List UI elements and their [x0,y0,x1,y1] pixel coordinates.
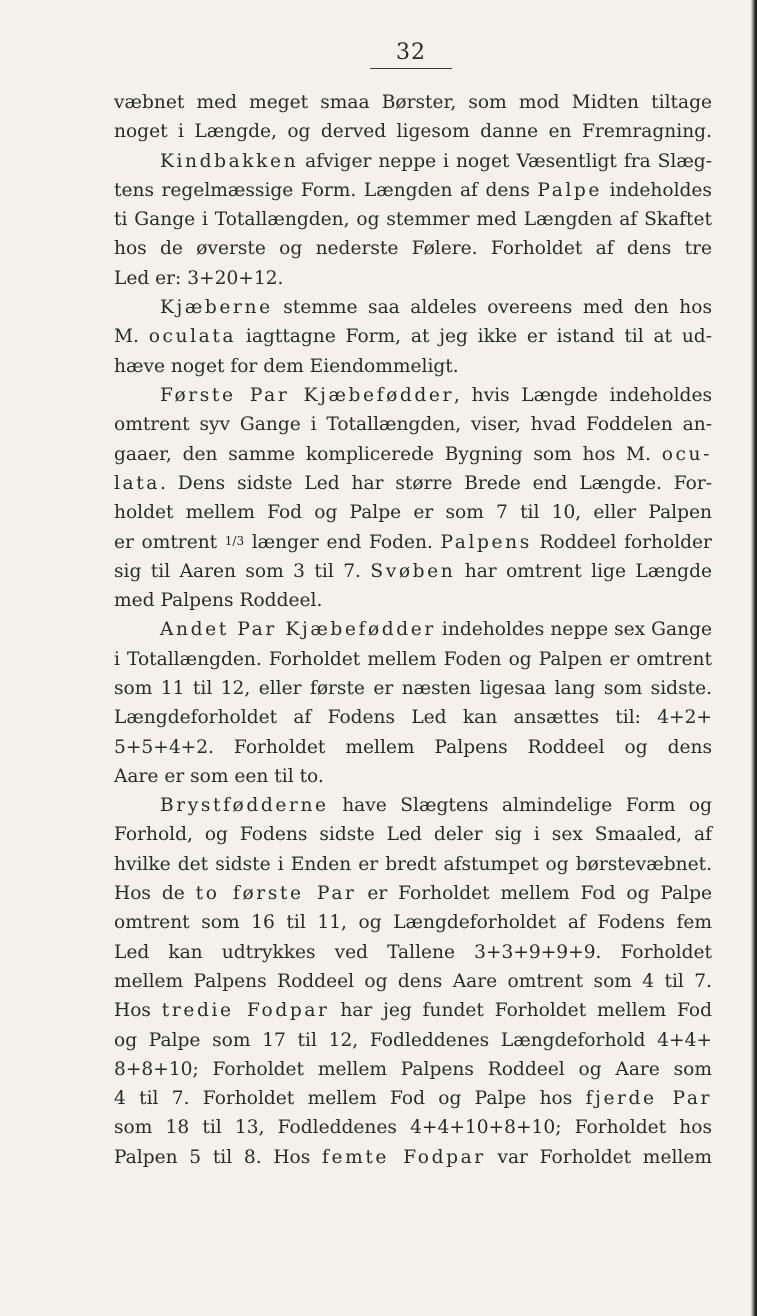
text-fragment: sig til Aaren som 3 til 7. [114,560,361,582]
term-palpe: Palpe [537,179,603,201]
text-line: som 11 til 12, eller første er næsten ligesaa lang som sidste. [114,677,712,699]
text-fragment: M. [114,326,139,348]
text-line: hos de øverste og nederste Følere. Forholdet af dens tre [114,238,712,260]
term-svoben: Svøben [370,560,456,582]
text-fragment: længer end Foden. [251,532,433,554]
text-fragment: Hos de [114,883,185,905]
text-line [114,176,712,205]
text-line: væbnet med meget smaa Børster, som mod Midten tiltage [114,92,712,113]
term-femte-fodpar: femte Fodpar [322,1146,486,1168]
text-line: ti Gange i Totallængden, og stemmer med Længden af Skaftet [114,209,712,231]
text-line: i Totallængden. Forholdet mellem Foden og Palpen er omtrent [114,648,712,670]
text-fragment: gaaer, den samme komplicerede Bygning som hos M. [114,443,651,465]
text-fragment: har omtrent lige Længde [464,560,712,582]
fraction: 1/3 [224,534,245,549]
text-fragment: indeholdes [609,179,712,201]
term-andet-par: Andet Par Kjæbefødder [160,619,436,641]
text-line [114,557,712,586]
text-fragment: indeholdes neppe sex Gange [441,619,713,641]
text-line: og Palpe som 17 til 12, Fodleddenes Længdeforhold 4+4+ [114,1029,712,1051]
text-fragment: Palpen 5 til 8. Hos [114,1146,311,1168]
text-line: lata. Dens sidste Led har større Brede end Længde. For- [114,472,712,494]
text-line: Længdeforholdet af Fodens Led kan ansættes til: 4+2+ [114,707,712,729]
text-fragment: tens regelmæssige Form. Længden af dens [114,179,530,201]
term-brystfodderne: Brystfødderne [160,795,329,817]
text-line: omtrent som 16 til 11, og Længdeforholdet af Fodens fem [114,912,712,934]
text-line [114,440,712,469]
text-line: 5+5+4+2. Forholdet mellem Palpens Roddeel og dens [114,736,712,758]
text-line [114,1143,712,1172]
text-line [114,879,712,908]
text-line: Led er: 3+20+12. [114,267,284,289]
text-fragment: Hos [114,1000,151,1022]
page-number-rule [370,68,452,69]
text-line: noget i Længde, og derved ligesom danne en Fremragning. [114,121,712,143]
text-line [114,293,712,322]
text-fragment: iagttagne Form, at jeg ikke er istand til at ud- [245,326,712,348]
text-line: som 18 til 13, Fodleddenes 4+4+10+8+10; Forholdet hos [114,1117,712,1139]
text-line [114,147,712,176]
text-line [114,527,712,556]
body-text [114,88,712,1172]
text-line: Forhold, og Fodens sidste Led deler sig i sex Smaaled, af [114,824,712,846]
term-oculata: oculata [148,326,237,348]
term-palpens: Palpens [440,532,532,554]
term-kindbakken: Kindbakken [160,150,299,172]
text-fragment: Roddeel forholder [539,532,712,554]
term-lata: lata [114,472,160,494]
term-fjerde-par: fjerde Par [585,1088,712,1110]
text-fragment: har jeg fundet Forholdet mellem Fod [340,1000,712,1022]
text-line [114,791,712,820]
page-binding-edge [751,0,757,1316]
term-forste-par: Første Par Kjæbefødder [160,384,455,406]
term-to-forste-par: to første Par [195,883,357,905]
text-line [114,322,712,351]
text-fragment: Dens sidste Led har større Brede end Længde. For- [177,472,712,494]
text-fragment: er Forholdet mellem Fod og Palpe [367,883,712,905]
text-line: hæve noget for dem Eiendommeligt. [114,355,459,377]
text-fragment: afviger neppe i noget Væsentligt fra Slæg- [305,150,712,172]
text-fragment: stemme saa aldeles overeens med den hos [283,297,712,319]
text-line: Led kan udtrykkes ved Tallene 3+3+9+9+9. Forholdet [114,941,712,963]
term-kjaeberne: Kjæberne [160,297,273,319]
term-tredie-fodpar: tredie Fodpar [161,1000,330,1022]
text-line: 8+8+10; Forholdet mellem Palpens Roddeel og Aare som [114,1058,712,1080]
text-line: omtrent syv Gange i Totallængden, viser, hvad Foddelen an- [114,414,712,436]
text-fragment: hvis Længde indeholdes [471,384,712,406]
text-line: med Palpens Roddeel. [114,590,323,612]
text-line: mellem Palpens Roddeel og dens Aare omtrent som 4 til 7. [114,970,712,992]
text-line [114,1084,712,1113]
text-line: hvilke det sidste i Enden er bredt afstumpet og børstevæbnet. [114,853,712,875]
text-line: holdet mellem Fod og Palpe er som 7 til 10, eller Palpen [114,502,712,524]
text-line [114,615,712,644]
page-number: 32 [396,40,426,65]
text-fragment: var Forholdet mellem [497,1146,712,1168]
text-line: Første Par Kjæbefødder, hvis Længde indeholdes [160,384,712,406]
text-fragment: have Slægtens almindelige Form og [342,795,712,817]
text-line [114,996,712,1025]
text-line: Aare er som een til to. [114,765,324,787]
term-ocu: ocu- [661,443,712,465]
text-fragment: 4 til 7. Forholdet mellem Fod og Palpe hos [114,1088,573,1110]
text-fragment: er omtrent [114,532,218,554]
